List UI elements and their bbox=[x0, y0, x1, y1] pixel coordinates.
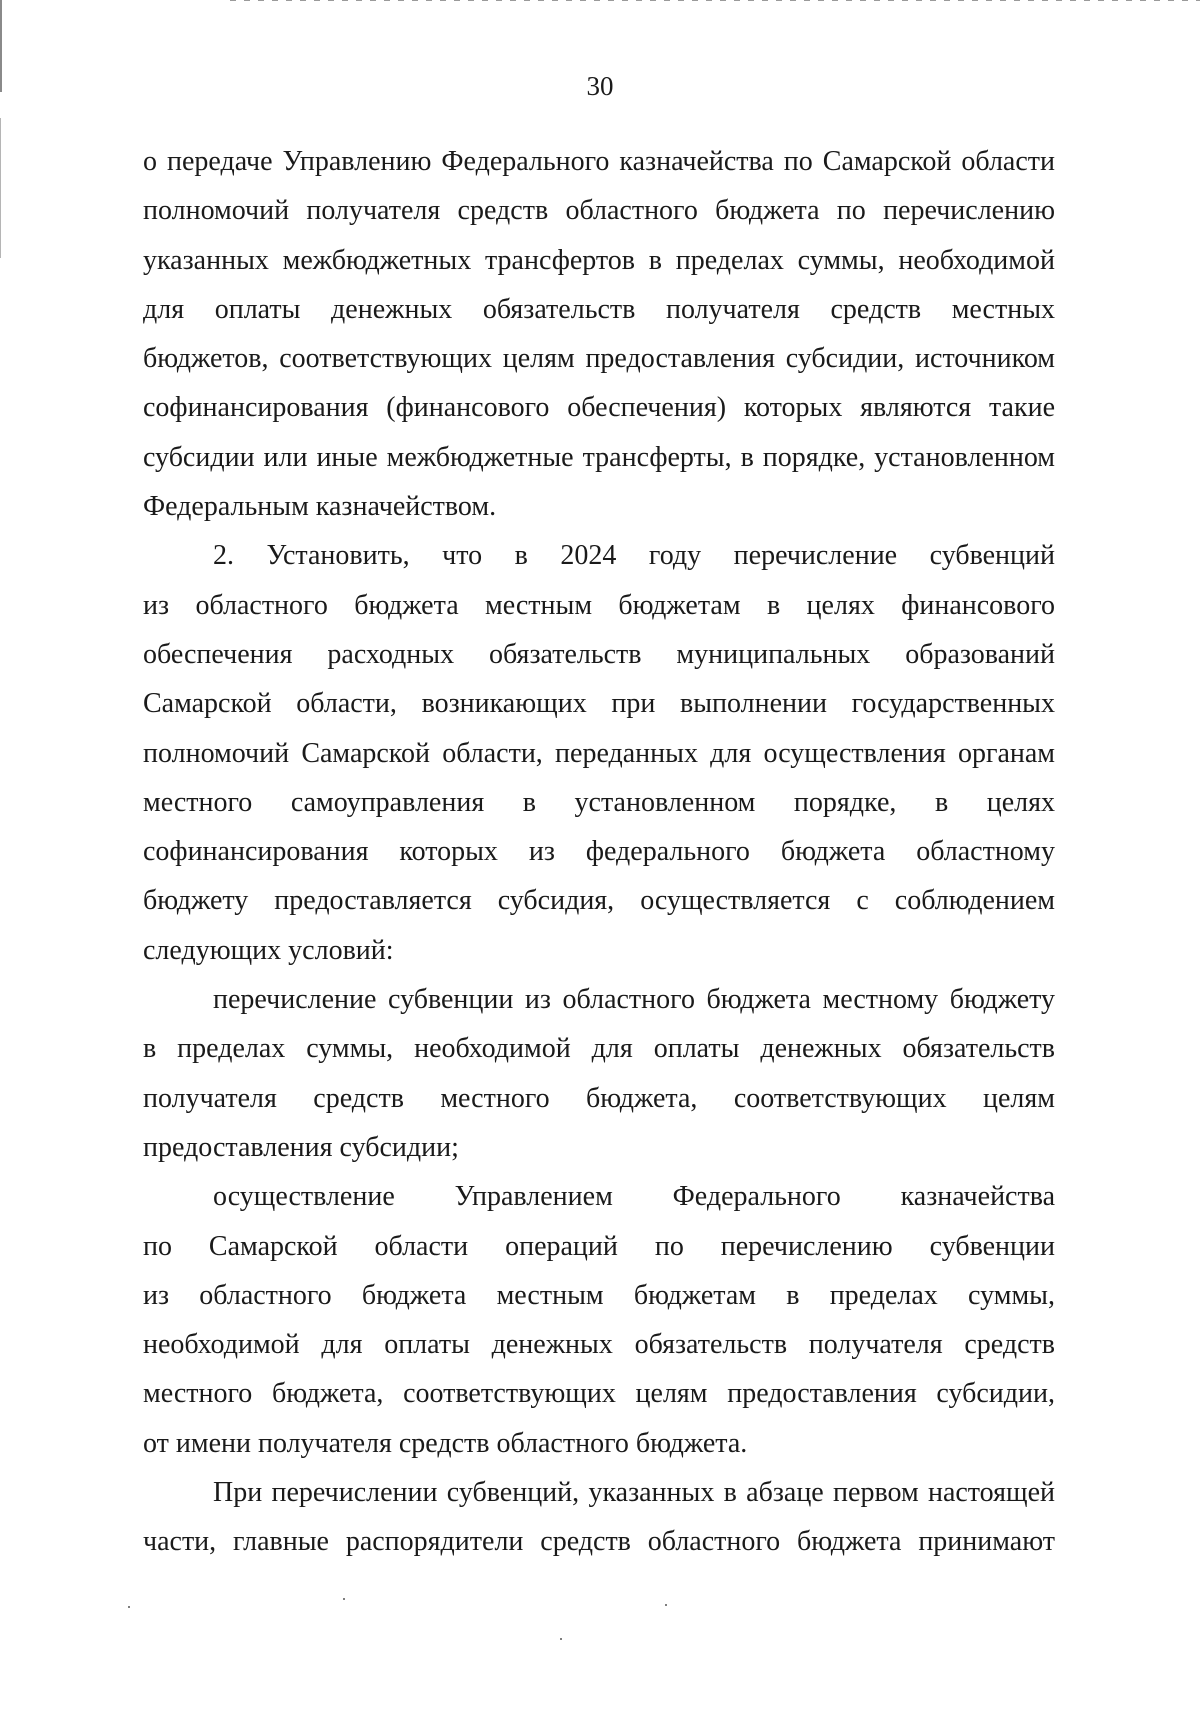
text-line: софинансирования (финансового обеспечения) которых являются такие bbox=[143, 392, 1055, 424]
text-line: из областного бюджета местным бюджетам в целях финансового bbox=[143, 589, 1055, 621]
text-line: полномочий Самарской области, переданных для осуществления органам bbox=[143, 737, 1055, 769]
paragraph bbox=[143, 1172, 1055, 1468]
scan-speck bbox=[343, 1598, 345, 1600]
page-number: 30 bbox=[586, 71, 614, 101]
text-line: части, главные распорядители средств областного бюджета принимают bbox=[143, 1526, 1055, 1558]
text-line: местного бюджета, соответствующих целям предоставления субсидии, bbox=[143, 1378, 1055, 1410]
scan-edge-mark bbox=[0, 118, 1, 258]
paragraph bbox=[143, 531, 1055, 975]
text-line: местного самоуправления в установленном порядке, в целях bbox=[143, 786, 1055, 818]
scan-speck bbox=[128, 1606, 130, 1608]
text-line: Самарской области, возникающих при выполнении государственных bbox=[143, 688, 1055, 720]
paragraph bbox=[143, 1468, 1055, 1567]
text-line: о передаче Управлению Федерального казначейства по Самарской области bbox=[143, 146, 1055, 177]
text-line: обеспечения расходных обязательств муниципальных образований bbox=[143, 638, 1055, 670]
document-body bbox=[143, 137, 1055, 1567]
text-line: 2. Установить, что в 2024 году перечисление субвенций bbox=[213, 540, 1055, 572]
text-line: для оплаты денежных обязательств получателя средств местных bbox=[143, 293, 1055, 325]
text-line: в пределах суммы, необходимой для оплаты денежных обязательств bbox=[143, 1033, 1055, 1065]
text-line: бюджетов, соответствующих целям предоставления субсидии, источником bbox=[143, 343, 1055, 375]
scan-speck bbox=[665, 1604, 667, 1606]
text-line: по Самарской области операций по перечислению субвенции bbox=[143, 1230, 1055, 1262]
scan-top-edge bbox=[230, 0, 1200, 1]
text-line: указанных межбюджетных трансфертов в пределах суммы, необходимой bbox=[143, 244, 1055, 276]
text-line: получателя средств местного бюджета, соответствующих целям bbox=[143, 1082, 1055, 1114]
text-line: Федеральным казначейством. bbox=[143, 491, 497, 523]
text-line: перечисление субвенции из областного бюджета местному бюджету bbox=[213, 984, 1055, 1016]
text-line: предоставления субсидии; bbox=[143, 1131, 459, 1163]
text-line: из областного бюджета местным бюджетам в пределах суммы, bbox=[143, 1279, 1055, 1311]
paragraph bbox=[143, 137, 1055, 531]
text-line: необходимой для оплаты денежных обязательств получателя средств bbox=[143, 1329, 1055, 1361]
text-line: следующих условий: bbox=[143, 934, 394, 966]
text-line: бюджету предоставляется субсидия, осуществляется с соблюдением bbox=[143, 885, 1055, 917]
text-line: софинансирования которых из федерального бюджета областному bbox=[143, 836, 1055, 868]
text-line: осуществление Управлением Федерального казначейства bbox=[213, 1181, 1055, 1213]
text-line: полномочий получателя средств областного бюджета по перечислению bbox=[143, 195, 1055, 227]
scan-speck bbox=[560, 1638, 562, 1640]
text-line: При перечислении субвенций, указанных в абзаце первом настоящей bbox=[213, 1477, 1055, 1509]
text-line: от имени получателя средств областного бюджета. bbox=[143, 1427, 748, 1459]
text-line: субсидии или иные межбюджетные трансферты, в порядке, установленном bbox=[143, 441, 1055, 473]
paragraph bbox=[143, 975, 1055, 1172]
